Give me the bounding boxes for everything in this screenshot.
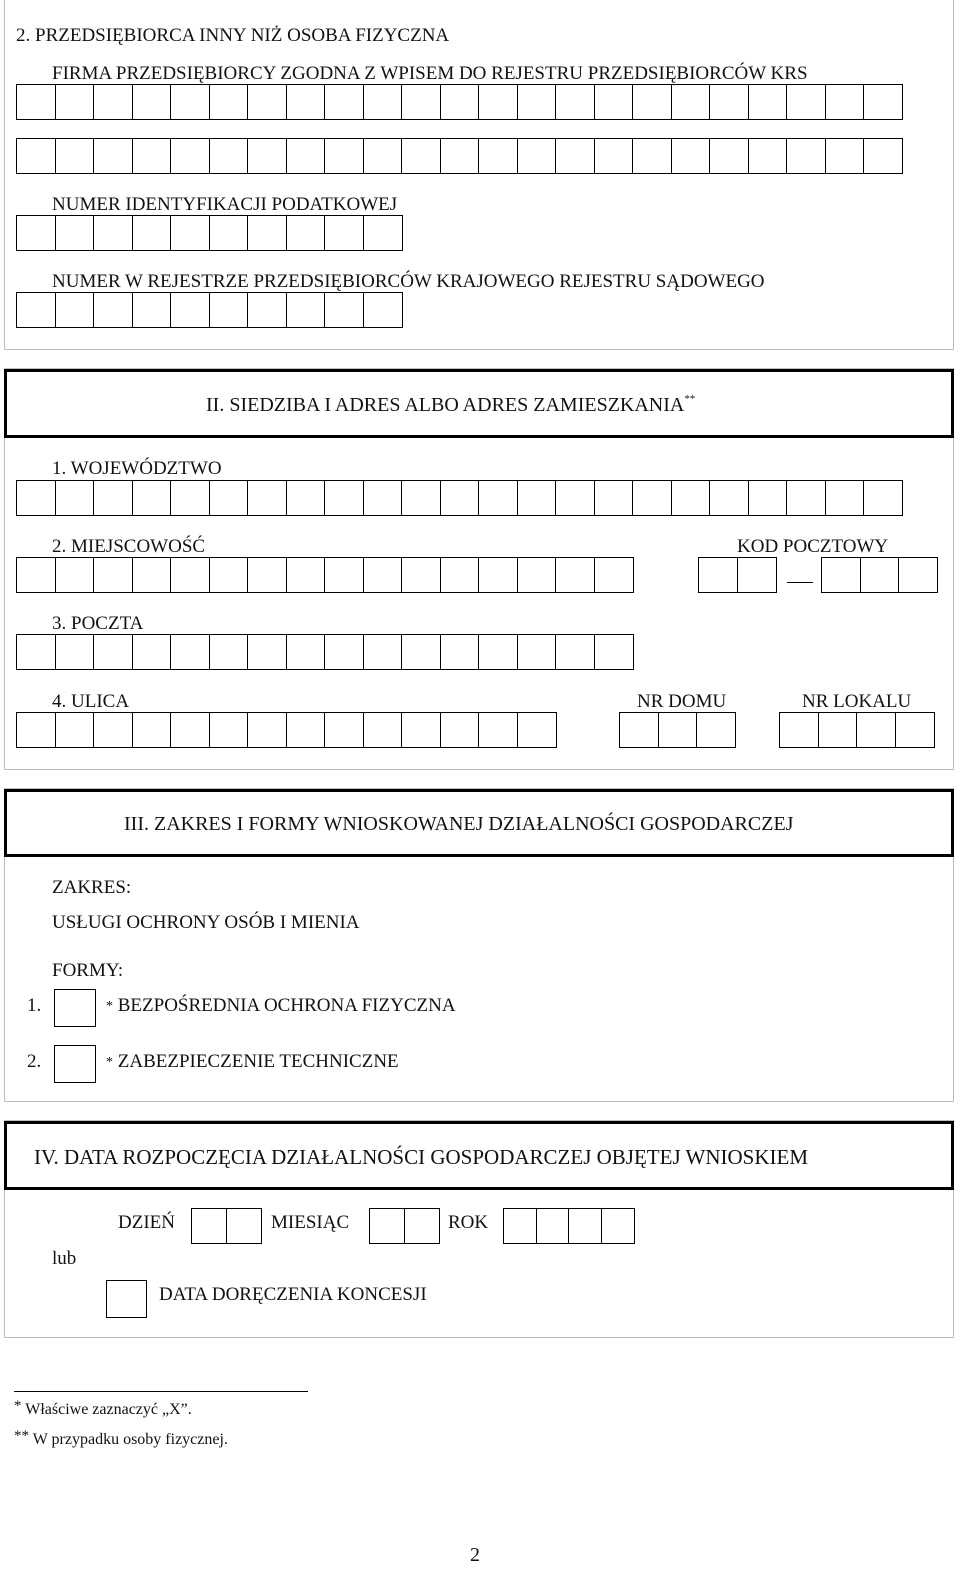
char-cell[interactable] — [363, 557, 403, 593]
char-cell[interactable] — [698, 557, 738, 593]
char-cell[interactable] — [671, 480, 711, 516]
char-cell[interactable] — [170, 557, 210, 593]
char-cell[interactable] — [132, 138, 172, 174]
krs-row[interactable] — [16, 292, 401, 328]
char-cell[interactable] — [93, 480, 133, 516]
char-cell[interactable] — [209, 712, 249, 748]
char-cell[interactable] — [93, 292, 133, 328]
month-row[interactable] — [369, 1208, 438, 1244]
asterisk-mark: * — [106, 1055, 113, 1070]
char-cell[interactable] — [440, 138, 480, 174]
char-cell[interactable] — [93, 84, 133, 120]
char-cell[interactable] — [671, 84, 711, 120]
char-cell[interactable] — [324, 215, 364, 251]
char-cell[interactable] — [863, 480, 903, 516]
char-cell[interactable] — [191, 1208, 227, 1244]
char-cell[interactable] — [568, 1208, 602, 1244]
char-cell[interactable] — [132, 712, 172, 748]
char-cell[interactable] — [286, 292, 326, 328]
char-cell[interactable] — [286, 138, 326, 174]
form-option-1-number: 1. — [27, 995, 42, 1016]
char-cell[interactable] — [55, 215, 95, 251]
char-cell[interactable] — [209, 84, 249, 120]
char-cell[interactable] — [55, 634, 95, 670]
char-cell[interactable] — [401, 712, 441, 748]
postal-code-label: KOD POCZTOWY — [737, 536, 889, 557]
double-asterisk-mark: ** — [14, 1428, 29, 1444]
char-cell[interactable] — [825, 480, 865, 516]
char-cell[interactable] — [247, 215, 287, 251]
char-cell[interactable] — [324, 84, 364, 120]
char-cell[interactable] — [286, 634, 326, 670]
char-cell[interactable] — [478, 480, 518, 516]
char-cell[interactable] — [93, 138, 133, 174]
post-office-label: 3. POCZTA — [52, 613, 144, 634]
char-cell[interactable] — [786, 480, 826, 516]
char-cell[interactable] — [247, 557, 287, 593]
footnote-separator — [14, 1391, 308, 1392]
char-cell[interactable] — [517, 84, 557, 120]
char-cell[interactable] — [55, 557, 95, 593]
firm-name-label: FIRMA PRZEDSIĘBIORCY ZGODNA Z WPISEM DO REJESTRU PRZEDSIĘBIORCÓW KRS — [52, 63, 808, 84]
day-row[interactable] — [191, 1208, 260, 1244]
char-cell[interactable] — [594, 634, 634, 670]
char-cell[interactable] — [555, 557, 595, 593]
house-number-label: NR DOMU — [637, 691, 727, 712]
house-number-row[interactable] — [619, 712, 735, 748]
char-cell[interactable] — [503, 1208, 537, 1244]
char-cell[interactable] — [324, 712, 364, 748]
char-cell[interactable] — [55, 712, 95, 748]
char-cell[interactable] — [863, 138, 903, 174]
char-cell[interactable] — [401, 84, 441, 120]
char-cell[interactable] — [209, 480, 249, 516]
asterisk-mark: * — [106, 999, 113, 1014]
postal-code-second[interactable] — [821, 557, 937, 593]
firm-name-row-1[interactable] — [16, 84, 902, 120]
char-cell[interactable] — [170, 634, 210, 670]
char-cell[interactable] — [671, 138, 711, 174]
flat-number-label: NR LOKALU — [802, 691, 912, 712]
char-cell[interactable] — [363, 215, 403, 251]
char-cell[interactable] — [286, 480, 326, 516]
char-cell[interactable] — [825, 138, 865, 174]
forms-label: FORMY: — [52, 960, 124, 981]
char-cell[interactable] — [440, 480, 480, 516]
char-cell[interactable] — [478, 84, 518, 120]
section-entity-heading: 2. PRZEDSIĘBIORCA INNY NIŻ OSOBA FIZYCZNA — [16, 25, 450, 46]
char-cell[interactable] — [132, 292, 172, 328]
char-cell[interactable] — [132, 634, 172, 670]
char-cell[interactable] — [16, 292, 56, 328]
char-cell[interactable] — [170, 138, 210, 174]
char-cell[interactable] — [748, 138, 788, 174]
page-number: 2 — [470, 1544, 480, 1566]
char-cell[interactable] — [324, 557, 364, 593]
char-cell[interactable] — [16, 480, 56, 516]
char-cell[interactable] — [517, 712, 557, 748]
char-cell[interactable] — [440, 712, 480, 748]
char-cell[interactable] — [517, 557, 557, 593]
char-cell[interactable] — [16, 634, 56, 670]
char-cell[interactable] — [709, 138, 749, 174]
char-cell[interactable] — [555, 84, 595, 120]
char-cell[interactable] — [226, 1208, 262, 1244]
char-cell[interactable] — [286, 215, 326, 251]
char-cell[interactable] — [632, 138, 672, 174]
char-cell[interactable] — [555, 634, 595, 670]
char-cell[interactable] — [209, 138, 249, 174]
char-cell[interactable] — [16, 84, 56, 120]
char-cell[interactable] — [363, 84, 403, 120]
char-cell[interactable] — [748, 84, 788, 120]
city-row[interactable] — [16, 557, 632, 593]
char-cell[interactable] — [286, 712, 326, 748]
char-cell[interactable] — [170, 712, 210, 748]
char-cell[interactable] — [517, 634, 557, 670]
char-cell[interactable] — [825, 84, 865, 120]
char-cell[interactable] — [594, 480, 634, 516]
double-asterisk-mark: ** — [684, 393, 696, 405]
char-cell[interactable] — [658, 712, 698, 748]
flat-number-row[interactable] — [779, 712, 933, 748]
char-cell[interactable] — [517, 480, 557, 516]
char-cell[interactable] — [369, 1208, 405, 1244]
char-cell[interactable] — [55, 138, 95, 174]
char-cell[interactable] — [16, 557, 56, 593]
char-cell[interactable] — [856, 712, 896, 748]
char-cell[interactable] — [324, 480, 364, 516]
char-cell[interactable] — [286, 557, 326, 593]
char-cell[interactable] — [440, 634, 480, 670]
postal-code-dash — [787, 582, 813, 583]
char-cell[interactable] — [709, 480, 749, 516]
char-cell[interactable] — [286, 84, 326, 120]
char-cell[interactable] — [821, 557, 861, 593]
char-cell[interactable] — [737, 557, 777, 593]
char-cell[interactable] — [478, 138, 518, 174]
char-cell[interactable] — [363, 292, 403, 328]
day-label: DZIEŃ — [118, 1212, 175, 1233]
char-cell[interactable] — [247, 634, 287, 670]
footnote-1: * Właściwe zaznaczyć „X”. — [14, 1398, 192, 1418]
char-cell[interactable] — [247, 712, 287, 748]
char-cell[interactable] — [898, 557, 938, 593]
char-cell[interactable] — [818, 712, 858, 748]
form-option-2-checkbox[interactable] — [54, 1045, 96, 1083]
char-cell[interactable] — [16, 138, 56, 174]
char-cell[interactable] — [555, 138, 595, 174]
char-cell[interactable] — [440, 84, 480, 120]
char-cell[interactable] — [401, 557, 441, 593]
or-label: lub — [52, 1248, 77, 1269]
form-option-1-text: * BEZPOŚREDNIA OCHRONA FIZYCZNA — [106, 995, 456, 1016]
char-cell[interactable] — [709, 84, 749, 120]
voivodeship-row[interactable] — [16, 480, 902, 516]
char-cell[interactable] — [55, 292, 95, 328]
char-cell[interactable] — [696, 712, 736, 748]
char-cell[interactable] — [632, 480, 672, 516]
char-cell[interactable] — [478, 634, 518, 670]
char-cell[interactable] — [16, 712, 56, 748]
char-cell[interactable] — [247, 480, 287, 516]
scope-label: ZAKRES: — [52, 877, 132, 898]
year-label: ROK — [448, 1212, 489, 1233]
scope-value: USŁUGI OCHRONY OSÓB I MIENIA — [52, 912, 360, 933]
char-cell[interactable] — [895, 712, 935, 748]
char-cell[interactable] — [594, 84, 634, 120]
char-cell[interactable] — [324, 292, 364, 328]
char-cell[interactable] — [786, 138, 826, 174]
char-cell[interactable] — [247, 138, 287, 174]
footnote-2: ** W przypadku osoby fizycznej. — [14, 1428, 228, 1448]
char-cell[interactable] — [55, 480, 95, 516]
char-cell[interactable] — [363, 138, 403, 174]
char-cell[interactable] — [324, 634, 364, 670]
char-cell[interactable] — [404, 1208, 440, 1244]
char-cell[interactable] — [170, 84, 210, 120]
krs-label: NUMER W REJESTRZE PRZEDSIĘBIORCÓW KRAJOWEGO REJESTRU SĄDOWEGO — [52, 271, 765, 292]
section-address-heading: II. SIEDZIBA I ADRES ALBO ADRES ZAMIESZKANIA** — [206, 393, 696, 416]
char-cell[interactable] — [209, 557, 249, 593]
char-cell[interactable] — [478, 712, 518, 748]
form-option-2-number: 2. — [27, 1051, 42, 1072]
char-cell[interactable] — [324, 138, 364, 174]
form-option-1-checkbox[interactable] — [54, 989, 96, 1027]
postal-code-first[interactable] — [698, 557, 775, 593]
char-cell[interactable] — [209, 634, 249, 670]
asterisk-mark: * — [14, 1398, 22, 1414]
char-cell[interactable] — [632, 84, 672, 120]
char-cell[interactable] — [401, 480, 441, 516]
delivery-date-checkbox[interactable] — [106, 1280, 147, 1318]
char-cell[interactable] — [401, 634, 441, 670]
year-row[interactable] — [503, 1208, 633, 1244]
char-cell[interactable] — [132, 215, 172, 251]
section-date-heading: IV. DATA ROZPOCZĘCIA DZIAŁALNOŚCI GOSPODARCZEJ OBJĘTEJ WNIOSKIEM — [34, 1145, 808, 1169]
char-cell[interactable] — [132, 557, 172, 593]
post-office-row[interactable] — [16, 634, 632, 670]
char-cell[interactable] — [93, 634, 133, 670]
nip-label: NUMER IDENTYFIKACJI PODATKOWEJ — [52, 194, 398, 215]
char-cell[interactable] — [132, 480, 172, 516]
char-cell[interactable] — [536, 1208, 570, 1244]
char-cell[interactable] — [786, 84, 826, 120]
char-cell[interactable] — [93, 557, 133, 593]
char-cell[interactable] — [779, 712, 819, 748]
char-cell[interactable] — [860, 557, 900, 593]
char-cell[interactable] — [170, 292, 210, 328]
char-cell[interactable] — [55, 84, 95, 120]
delivery-date-label: DATA DORĘCZENIA KONCESJI — [159, 1284, 427, 1305]
char-cell[interactable] — [209, 292, 249, 328]
char-cell[interactable] — [93, 712, 133, 748]
char-cell[interactable] — [748, 480, 788, 516]
char-cell[interactable] — [209, 215, 249, 251]
street-row[interactable] — [16, 712, 555, 748]
month-label: MIESIĄC — [271, 1212, 350, 1233]
char-cell[interactable] — [619, 712, 659, 748]
char-cell[interactable] — [247, 292, 287, 328]
char-cell[interactable] — [478, 557, 518, 593]
char-cell[interactable] — [440, 557, 480, 593]
char-cell[interactable] — [401, 138, 441, 174]
char-cell[interactable] — [594, 557, 634, 593]
char-cell[interactable] — [170, 215, 210, 251]
char-cell[interactable] — [132, 84, 172, 120]
city-label: 2. MIEJSCOWOŚĆ — [52, 536, 206, 557]
char-cell[interactable] — [363, 634, 403, 670]
char-cell[interactable] — [16, 215, 56, 251]
char-cell[interactable] — [863, 84, 903, 120]
char-cell[interactable] — [363, 712, 403, 748]
char-cell[interactable] — [594, 138, 634, 174]
char-cell[interactable] — [170, 480, 210, 516]
char-cell[interactable] — [93, 215, 133, 251]
form-option-2-text: * ZABEZPIECZENIE TECHNICZNE — [106, 1051, 399, 1072]
firm-name-row-2[interactable] — [16, 138, 902, 174]
char-cell[interactable] — [555, 480, 595, 516]
nip-row[interactable] — [16, 215, 401, 251]
char-cell[interactable] — [601, 1208, 635, 1244]
voivodeship-label: 1. WOJEWÓDZTWO — [52, 458, 222, 479]
street-label: 4. ULICA — [52, 691, 130, 712]
section-scope-heading: III. ZAKRES I FORMY WNIOSKOWANEJ DZIAŁALNOŚCI GOSPODARCZEJ — [124, 813, 794, 835]
char-cell[interactable] — [247, 84, 287, 120]
char-cell[interactable] — [517, 138, 557, 174]
char-cell[interactable] — [363, 480, 403, 516]
